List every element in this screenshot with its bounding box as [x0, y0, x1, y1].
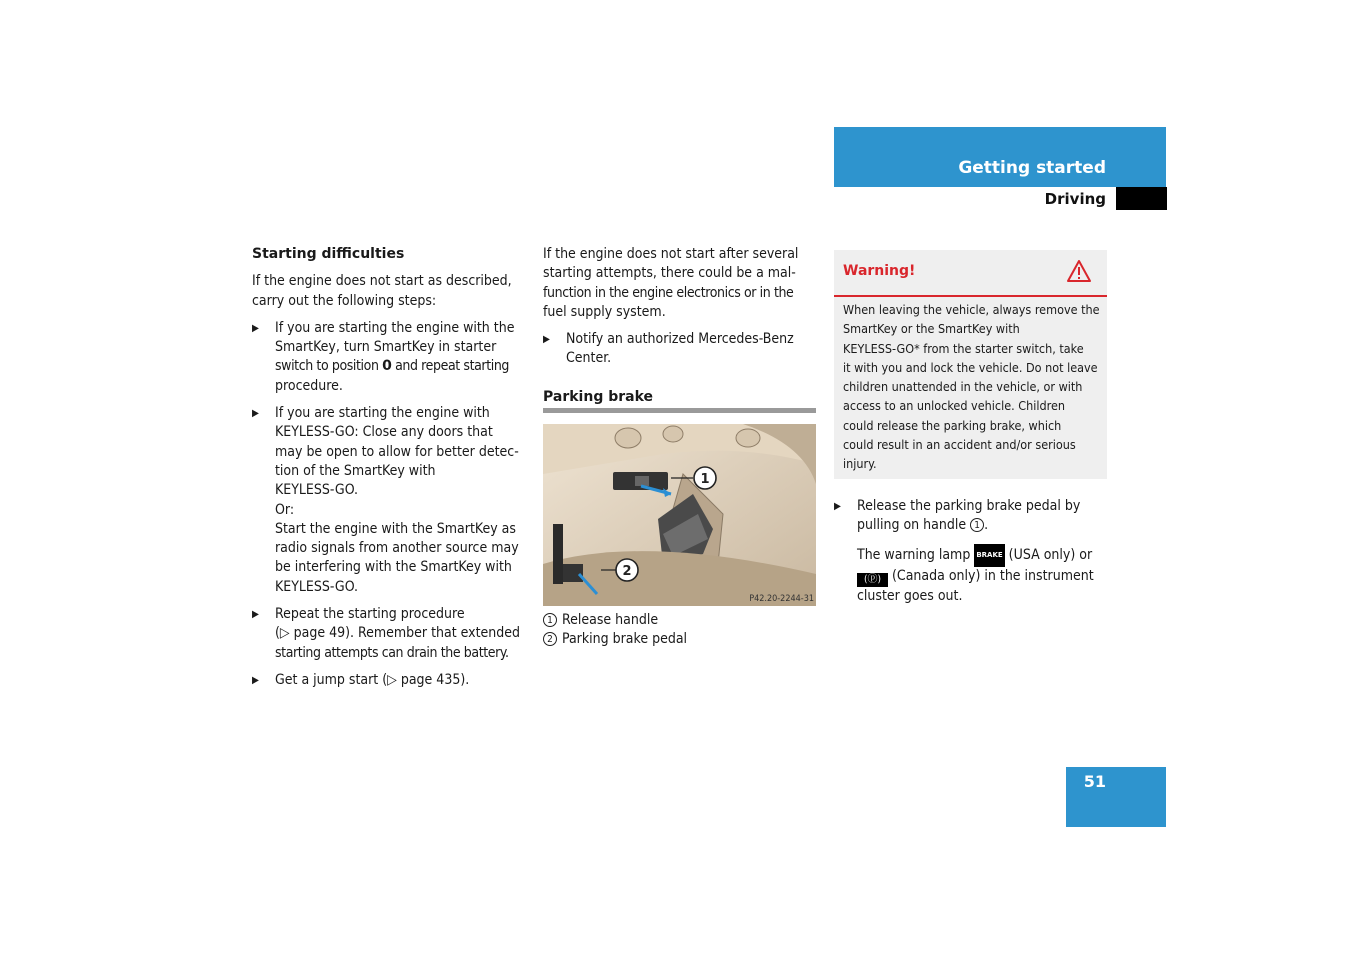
legend-item-2: 2 Parking brake pedal [543, 630, 819, 649]
step-notify-center: ▶ Notify an authorized Mercedes-Benz Center. [543, 330, 819, 369]
warning-lamp-note: The warning lamp BRAKE (USA only) or (ⓟ) (Canada only) in the instrument cluster goes out. [834, 544, 1110, 607]
subsection-title: Driving [1044, 190, 1106, 208]
footwell-illustration [543, 424, 816, 606]
header-band [834, 127, 1166, 187]
heading-parking-brake: Parking brake [543, 388, 654, 405]
heading-rule [543, 408, 816, 413]
heading-starting-difficulties: Starting difficulties [252, 246, 405, 262]
warning-text: When leaving the vehicle, always remove the SmartKey or the SmartKey with KEYLESS-GO* from the starter switch, take it with you and lock the vehicle. Do not leave children unattended in the vehicle, or with access to an unlocked vehicle. Children could release the parking brake, which could result in an accident and/or serious injury. [843, 302, 1100, 472]
step-repeat: ▶ Repeat the starting procedure (▷ page 49). Remember that extended starting attempts can drain the battery. [252, 605, 532, 663]
step-jump-start: ▶ Get a jump start (▷ page 435). [252, 671, 532, 690]
page-number: 51 [1083, 772, 1106, 791]
legend-item-1: 1 Release handle [543, 611, 819, 630]
subsection-marker [1116, 187, 1167, 210]
warning-triangle-icon [1066, 259, 1092, 283]
middle-column [543, 245, 819, 407]
step-release-brake: ▶ Release the parking brake pedal by pulling on handle 1 . [834, 497, 1110, 536]
right-column [834, 497, 1110, 606]
brake-lamp-icon: BRAKE [974, 544, 1004, 567]
warning-header [834, 250, 1107, 297]
callout-2: 2 [622, 564, 632, 579]
parking-brake-lamp-icon: (ⓟ) [857, 573, 888, 587]
figure-legend [543, 611, 819, 650]
page-49-link[interactable]: (▷ page 49). Remember that extended [275, 625, 521, 642]
left-column [252, 245, 532, 690]
step-keyless-go: ▶ If you are starting the engine with KEYLESS-GO: Close any doors that may be open to allow for better detec- tion of the SmartKey with KEYLESS-GO. Or: Start the engine with the SmartKey as radio signals from another source may be interfering with the SmartKey with KEYLESS-GO. [252, 404, 532, 597]
engine-not-start-text: If the engine does not start after several starting attempts, there could be a mal- function in the engine electronics or in the fuel supply system. [543, 246, 799, 320]
parking-brake-figure [543, 424, 816, 606]
intro-text: If the engine does not start as described, carry out the following steps: [252, 273, 512, 309]
figure-code: P42.20-2244-31 [749, 594, 814, 604]
section-title: Getting started [958, 158, 1106, 178]
callout-1: 1 [700, 472, 710, 487]
warning-box [834, 250, 1107, 479]
warning-title: Warning! [843, 263, 916, 279]
step-smartkey: ▶ If you are starting the engine with the SmartKey, turn SmartKey in starter switch to position 0 and repeat starting procedure. [252, 319, 532, 396]
